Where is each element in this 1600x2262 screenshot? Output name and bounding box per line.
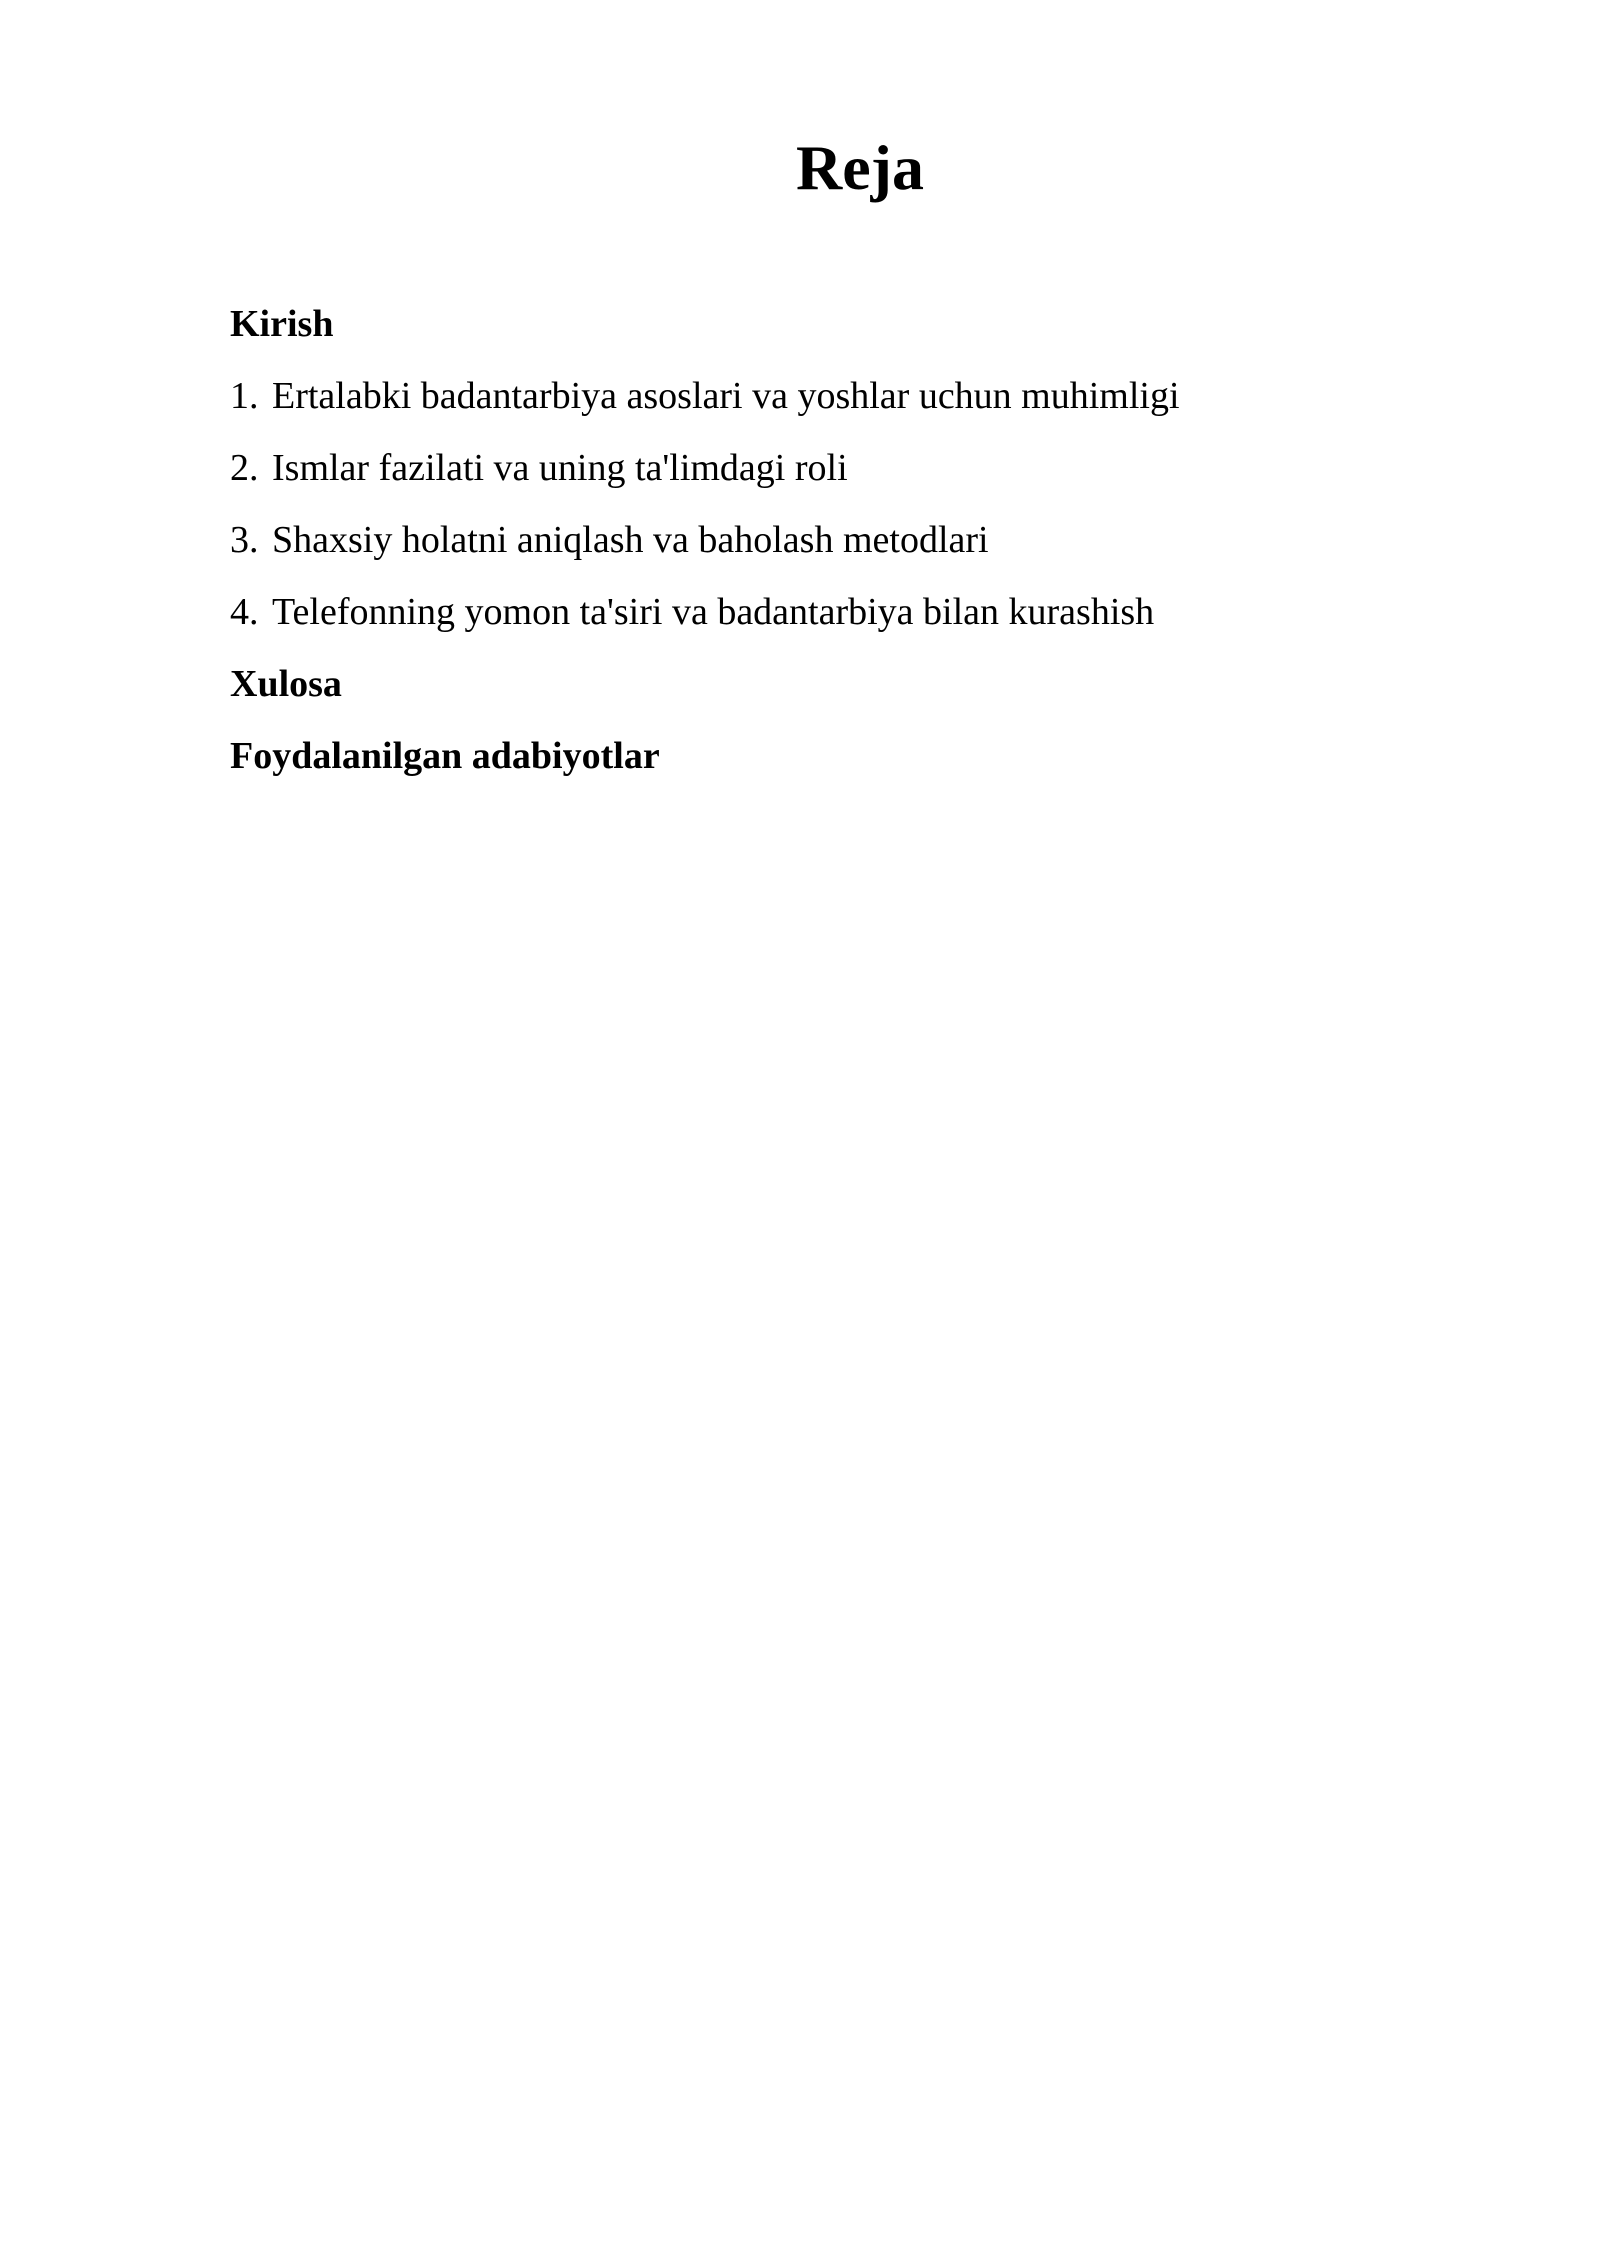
plan-item-text: Telefonning yomon ta'siri va badantarbiya bilan kurashish [272, 591, 1155, 633]
plan-item-text: Ismlar fazilati va uning ta'limdagi roli [272, 447, 848, 489]
plan-item-number: 2. [230, 447, 259, 489]
plan-item-number: 3. [230, 519, 259, 561]
plan-item [230, 588, 1430, 636]
plan-item [230, 372, 1430, 420]
plan-item-text: Ertalabki badantarbiya asoslari va yoshlar uchun muhimligi [272, 375, 1180, 417]
plan-item-number: 4. [230, 591, 259, 633]
plan-item [230, 516, 1430, 564]
page-title: Reja [796, 132, 924, 203]
plan-item [230, 444, 1430, 492]
plan-item-number: 1. [230, 375, 259, 417]
plan-item-text: Shaxsiy holatni aniqlash va baholash metodlari [272, 519, 989, 561]
references-heading: Foydalanilgan adabiyotlar [230, 735, 660, 777]
conclusion-heading: Xulosa [230, 663, 342, 705]
intro-heading: Kirish [230, 303, 334, 345]
plan-list [230, 300, 1430, 804]
